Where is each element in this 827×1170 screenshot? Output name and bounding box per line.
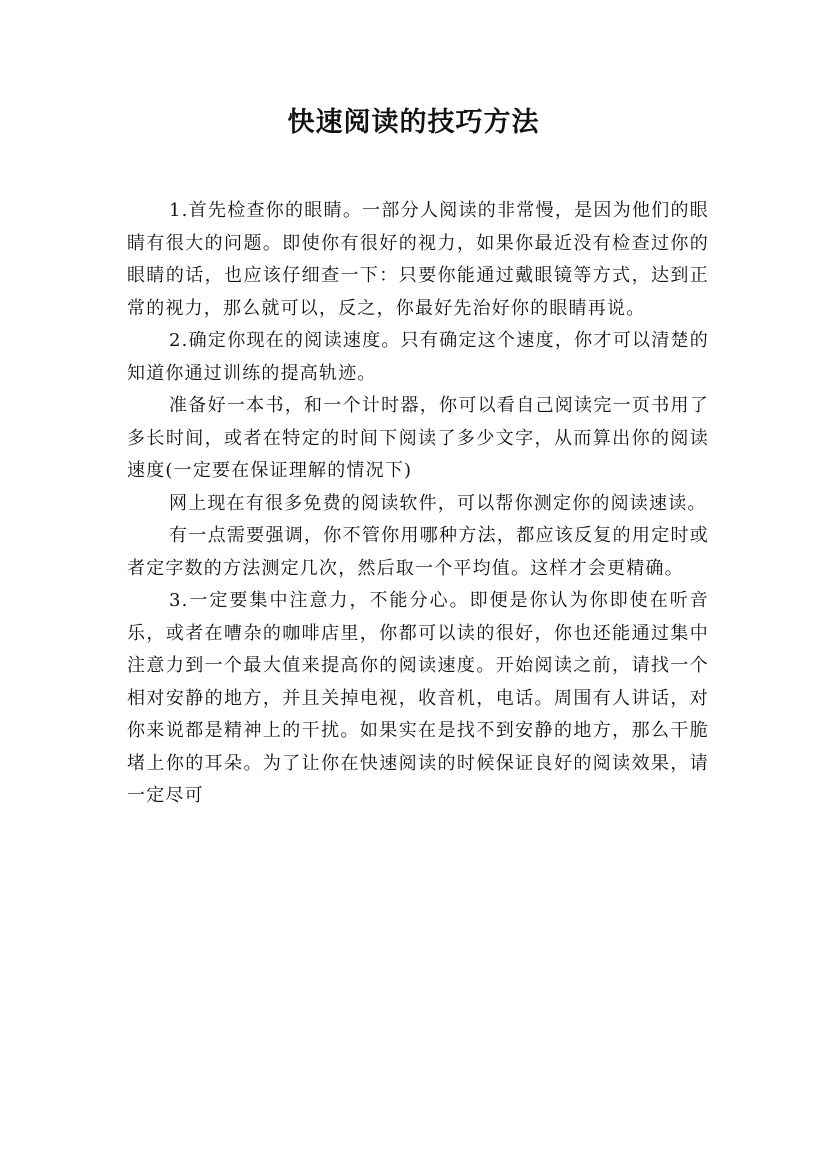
- document-body: [127, 195, 709, 813]
- document-title: 快速阅读的技巧方法: [287, 107, 540, 138]
- paragraph: 有一点需要强调，你不管你用哪种方法，都应该反复的用定时或者定字数的方法测定几次，然后取一个平均值。这样才会更精确。: [127, 525, 709, 579]
- paragraph: 网上现在有很多免费的阅读软件，可以帮你测定你的阅读速读。: [169, 492, 707, 514]
- paragraph: 3.一定要集中注意力，不能分心。即便是你认为你即使在听音乐，或者在嘈杂的咖啡店里，你都可以读的很好，你也还能通过集中注意力到一个最大值来提高你的阅读速度。开始阅读之前，请找一个相对安静的地方，并且关掉电视，收音机，电话。周围有人讲话，对你来说都是精神上的干扰。如果实在是找不到安静的地方，那么干脆堵上你的耳朵。为了让你在快速阅读的时候保证良好的阅读效果，请一定尽可: [127, 590, 709, 806]
- paragraph: 2.确定你现在的阅读速度。只有确定这个速度，你才可以清楚的知道你通过训练的提高轨迹。: [127, 330, 709, 384]
- paragraph: 1.首先检查你的眼睛。一部分人阅读的非常慢，是因为他们的眼睛有很大的问题。即使你有很好的视力，如果你最近没有检查过你的眼睛的话，也应该仔细查一下：只要你能通过戴眼镜等方式，达到正常的视力，那么就可以，反之，你最好先治好你的眼睛再说。: [127, 200, 709, 319]
- paragraph: 准备好一本书，和一个计时器，你可以看自己阅读完一页书用了多长时间，或者在特定的时间下阅读了多少文字，从而算出你的阅读速度(一定要在保证理解的情况下): [127, 395, 709, 481]
